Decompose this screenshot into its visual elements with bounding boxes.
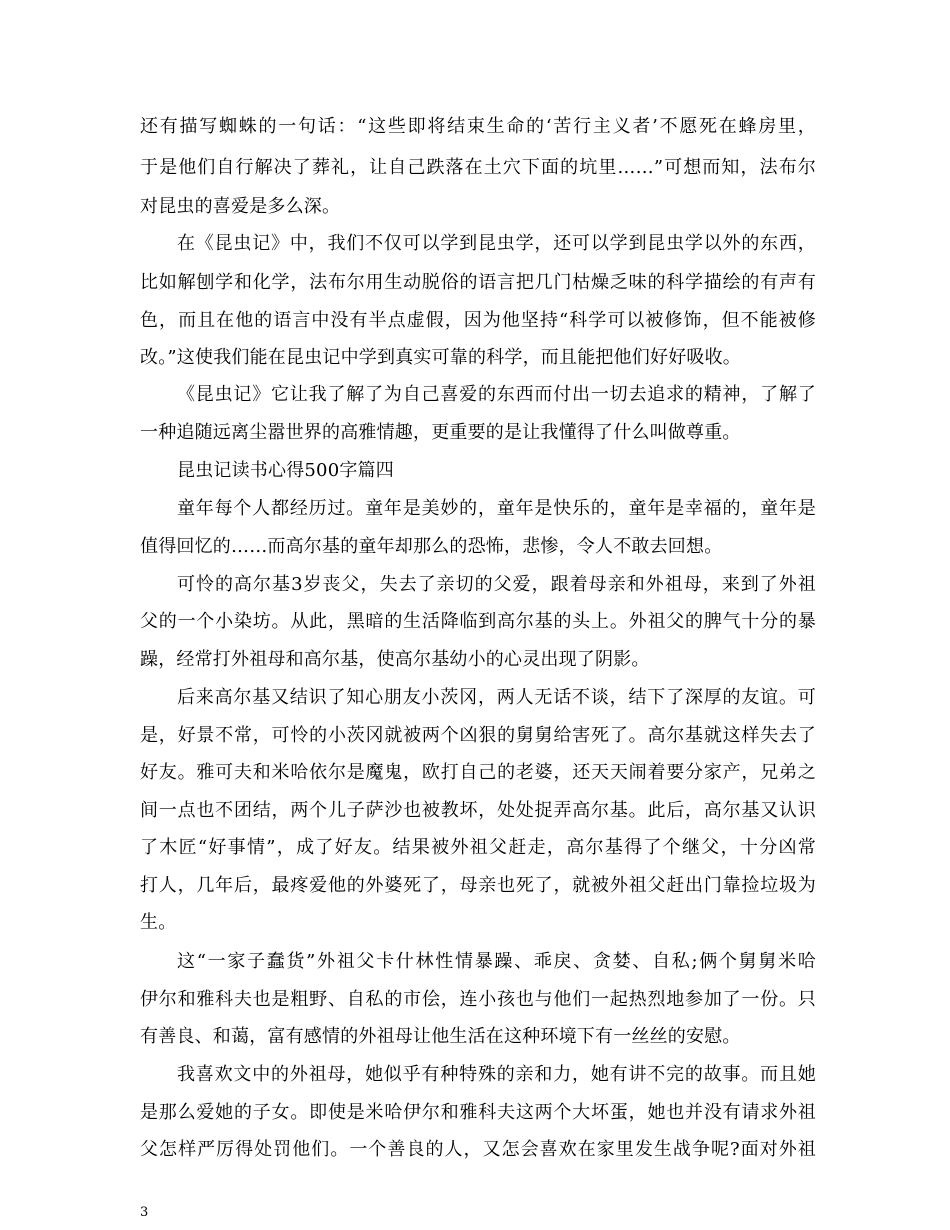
text-line: 是那么爱她的子女。即使是米哈伊尔和雅科夫这两个大坏蛋，她也并没有请求外祖 [140,1102,816,1123]
text-line: 《昆虫记》它让我了解了为自己喜爱的东西而付出一切去追求的精神，了解了 [177,384,816,405]
text-line: 于是他们自行解决了葬礼，让自己跌落在土穴下面的坑里……”可想而知，法布尔 [140,157,816,178]
text-line: 父的一个小染坊。从此，黑暗的生活降临到高尔基的头上。外祖父的脾气十分的暴 [140,611,816,632]
text-line: 比如解刨学和化学，法布尔用生动脱俗的语言把几门枯燥乏味的科学描绘的有声有 [140,272,816,293]
text-line: 对昆虫的喜爱是多么深。 [140,196,341,217]
text-line: 改。”这使我们能在昆虫记中学到真实可靠的科学，而且能把他们好好吸收。 [140,347,741,368]
text-line: 童年每个人都经历过。童年是美妙的，童年是快乐的，童年是幸福的，童年是 [177,498,816,519]
text-line: 有善良、和蔼，富有感情的外祖母让他生活在这种环境下有一丝丝的安慰。 [140,1026,741,1047]
text-line: 还有描写蜘蛛的一句话：“这些即将结束生命的‘苦行主义者’不愿死在蜂房里， [140,116,816,137]
text-line: 可怜的高尔基3岁丧父，失去了亲切的父爱，跟着母亲和外祖母，来到了外祖 [177,574,816,595]
text-line: 间一点也不团结，两个儿子萨沙也被教坏，处处捉弄高尔基。此后，高尔基又认识 [140,800,816,821]
text-line: 值得回忆的……而高尔基的童年却那么的恐怖，悲惨，令人不敢去回想。 [140,536,723,557]
text-line: 我喜欢文中的外祖母，她似乎有种特殊的亲和力，她有讲不完的故事。而且她 [177,1064,816,1085]
text-line: 躁，经常打外祖母和高尔基，使高尔基幼小的心灵出现了阴影。 [140,649,650,670]
text-line: 打人，几年后，最疼爱他的外婆死了，母亲也死了，就被外祖父赶出门靠捡垃圾为 [140,875,816,896]
text-line: 一种追随远离尘嚣世界的高雅情趣，更重要的是让我懂得了什么叫做尊重。 [140,422,741,443]
text-line: 色，而且在他的语言中没有半点虚假，因为他坚持“科学可以被修饰，但不能被修 [140,310,816,331]
text-line: 了木匠“好事情”，成了好友。结果被外祖父赶走，高尔基得了个继父，十分凶常 [140,837,816,858]
text-line: 在《昆虫记》中，我们不仅可以学到昆虫学，还可以学到昆虫学以外的东西， [177,233,816,254]
text-line: 后来高尔基又结识了知心朋友小茨冈，两人无话不谈，结下了深厚的友谊。可 [177,687,816,708]
text-line: 这“一家子蠢货”外祖父卡什林性情暴躁、乖戾、贪婪、自私;俩个舅舅米哈 [177,951,816,972]
text-line: 父怎样严厉得处罚他们。一个善良的人，又怎会喜欢在家里发生战争呢?面对外祖 [140,1139,816,1160]
page-number: 3 [140,1205,149,1220]
text-line: 伊尔和雅科夫也是粗野、自私的市侩，连小孩也与他们一起热烈地参加了一份。只 [140,989,816,1010]
text-line: 好友。雅可夫和米哈依尔是魔鬼，欧打自己的老婆，还天天闹着要分家产，兄弟之 [140,762,816,783]
text-line: 生。 [140,912,177,933]
text-line: 是，好景不常，可怜的小茨冈就被两个凶狠的舅舅给害死了。高尔基就这样失去了 [140,725,816,746]
section-heading: 昆虫记读书心得500字篇四 [177,460,394,481]
